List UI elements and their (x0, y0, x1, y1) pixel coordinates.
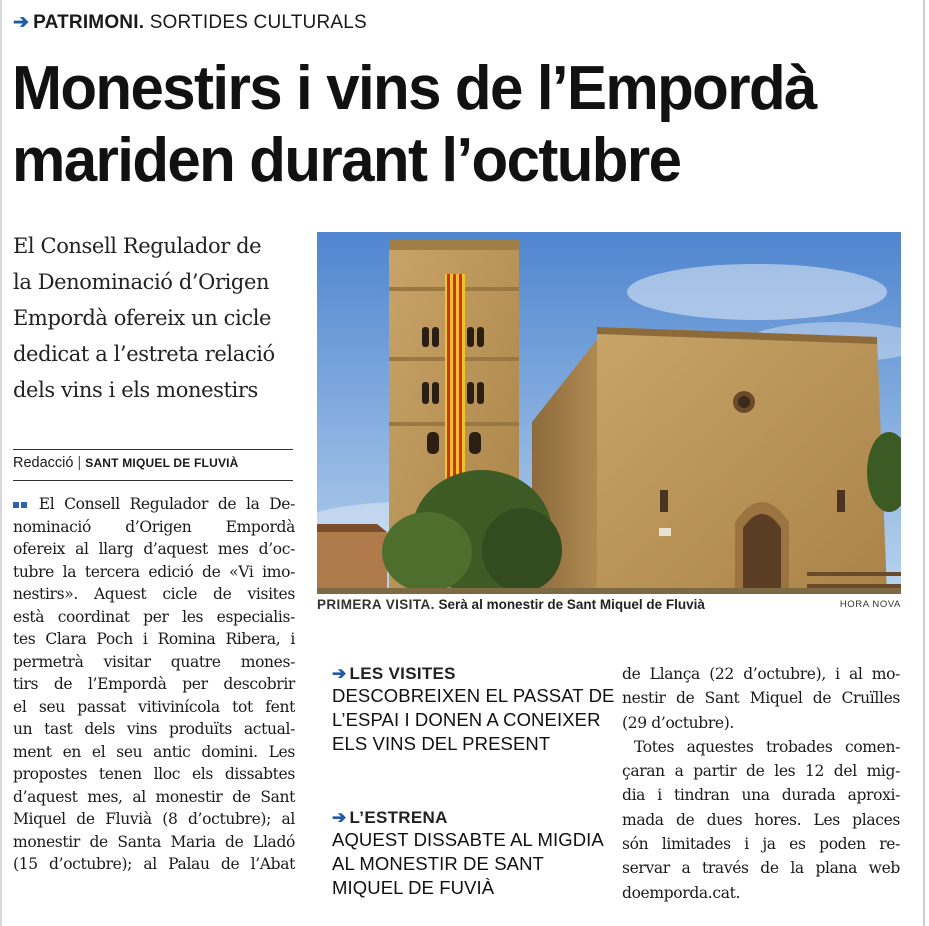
body-text: El Consell Regulador de la De- (38, 495, 296, 513)
body-line: Miquel de Fluvià (8 d’octubre); al (13, 810, 295, 828)
byline-divider-bottom (13, 480, 293, 481)
highlight-text (332, 828, 612, 900)
body-line: està coordinat per les especialis- (13, 607, 295, 626)
highlight-line: L’ESPAI I DONEN A CONEIXER (332, 709, 601, 730)
lede-line: dedicat a l’estreta relació (13, 342, 275, 366)
body-line: çaran a partir de les 12 del mig- (622, 762, 900, 781)
lede (13, 228, 303, 408)
arrow-right-icon: ➔ (13, 12, 30, 33)
highlight-line: AL MONESTIR DE SANT (332, 853, 544, 874)
paragraph-marker-icon (21, 502, 27, 508)
body-line: dia i tindran una durada aproxi- (622, 786, 900, 805)
body-line: d’aquest mes, al monestir de Sant (13, 787, 295, 806)
caption-text: Serà al monestir de Sant Miquel de Fluvià (438, 597, 705, 612)
byline-place: SANT MIQUEL DE FLUVIÀ (85, 456, 239, 470)
photo-caption (317, 597, 901, 612)
lede-line: la Denominació d’Origen (13, 270, 270, 294)
body-line: són limitades i ja es poden re- (622, 835, 900, 854)
highlight-label (332, 808, 612, 828)
body-column-left (13, 493, 295, 876)
body-line: doemporda.cat. (622, 883, 741, 902)
body-line: ofereix al llarg d’aquest mes d’oc- (13, 540, 295, 558)
body-line: tubre la tercera edició de «Vi imo- (13, 562, 295, 581)
highlight-text (332, 684, 615, 756)
monastery-photo (317, 232, 901, 594)
body-line: nestirs». Aquest cicle de visites (13, 585, 295, 603)
lede-line: Empordà ofereix un cicle (13, 306, 272, 330)
kicker-section: PATRIMONI. (33, 12, 145, 33)
page-edge-right (923, 0, 925, 926)
body-line: permetrà visitar quatre mones- (13, 652, 295, 671)
monastery-illustration (317, 232, 901, 594)
body-column-right (622, 662, 900, 905)
arrow-right-icon: ➔ (332, 664, 347, 683)
body-line: servar a través de la plana web (622, 859, 900, 878)
headline (12, 52, 917, 196)
body-line: mada de dues hores. Les places (622, 810, 900, 829)
photo-credit: HORA NOVA (839, 599, 901, 610)
body-line: monestir de Santa Maria de Lladó (13, 832, 295, 851)
body-line: tes Clara Poch i Romina Ribera, i (13, 630, 295, 648)
highlight-line: AQUEST DISSABTE AL MIGDIA (332, 829, 604, 850)
body-line: (15 d’octubre); al Palau de l’Abat (13, 855, 295, 873)
headline-line-2: mariden durant l’octubre (12, 124, 681, 195)
highlight-line: ELS VINS DEL PRESENT (332, 733, 551, 754)
body-line: un tast dels vins produïts actual- (13, 720, 295, 738)
lede-line: El Consell Regulador de (13, 234, 262, 258)
body-line: ment en el seu antic domini. Les (13, 742, 295, 761)
body-line: nominació d’Origen Empordà (13, 517, 295, 536)
highlight-label (332, 664, 612, 684)
byline-separator: | (77, 455, 82, 471)
body-line: Totes aquestes trobades comen- (634, 737, 900, 756)
highlight-box-visites (332, 664, 615, 756)
kicker-subsection: SORTIDES CULTURALS (149, 12, 367, 33)
body-line: propostes tenen lloc els dissabtes (13, 765, 295, 783)
page-edge-left (0, 0, 2, 926)
highlight-label-text: L’ESTRENA (349, 808, 448, 827)
highlight-line: DESCOBREIXEN EL PASSAT DE (332, 685, 615, 706)
body-line (13, 493, 295, 516)
byline (13, 455, 239, 471)
body-line: de Llança (22 d’octubre), i al mo- (622, 665, 900, 683)
byline-author: Redacció (13, 455, 74, 471)
body-line: nestir de Sant Miquel de Cruïlles (622, 689, 900, 708)
caption-label: PRIMERA VISITA. (317, 597, 435, 612)
lede-line: dels vins i els monestirs (13, 378, 258, 402)
arrow-right-icon: ➔ (332, 808, 347, 827)
body-line: tirs de l’Empordà per descobrir (13, 675, 295, 693)
highlight-label-text: LES VISITES (349, 664, 456, 683)
highlight-line: MIQUEL DE FUVIÀ (332, 877, 495, 898)
headline-line-1: Monestirs i vins de l’Empordà (12, 53, 816, 123)
body-line: el seu passat vitivinícola tot fent (13, 697, 295, 716)
highlight-box-estrena (332, 808, 612, 900)
body-line: (29 d’octubre). (622, 713, 734, 732)
byline-divider-top (13, 449, 293, 450)
section-kicker (13, 11, 367, 34)
paragraph-marker-icon (13, 502, 19, 508)
